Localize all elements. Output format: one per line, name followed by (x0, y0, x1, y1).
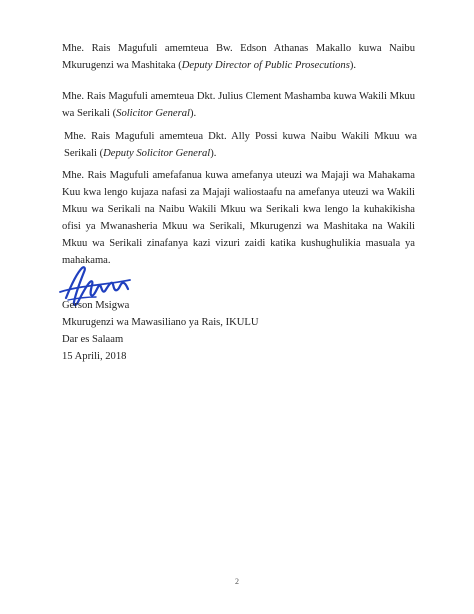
appointment-paragraph-deputy-dpp (62, 40, 415, 74)
position-title: Solicitor General (116, 108, 190, 119)
position-title: Deputy Director of Public Prosecutions (181, 60, 350, 71)
signature-block (62, 297, 422, 365)
paragraph-text: Mhe. Rais Magufuli amemteua Dkt. Ally Possi kuwa Naibu Wakili Mkuu wa Serikali ( (64, 131, 417, 159)
paragraph-text: Mhe. Rais Magufuli amemteua Dkt. Julius Clement Mashamba kuwa Wakili Mkuu wa Serikali ( (62, 91, 415, 119)
appointment-paragraph-deputy-solicitor-general (64, 128, 417, 162)
appointment-paragraph-solicitor-general (62, 88, 415, 122)
paragraph-text: Mhe. Rais Magufuli amemteua Bw. Edson Athanas Makallo kuwa Naibu Mkurugenzi wa Mashitaka ( (62, 43, 415, 71)
paragraph-text-end: ). (190, 108, 197, 119)
page-number: 2 (235, 577, 239, 586)
signatory-location: Dar es Salaam (62, 334, 124, 345)
signatory-date: 15 Aprili, 2018 (62, 351, 127, 362)
paragraph-text-end: ). (349, 60, 357, 71)
signatory-name: Gerson Msigwa (62, 300, 130, 311)
signatory-position: Mkurugenzi wa Mawasiliano ya Rais, IKULU (62, 317, 259, 328)
position-title: Deputy Solicitor General (103, 148, 211, 159)
explanation-paragraph: Mhe. Rais Magufuli amefafanua kuwa amefanya uteuzi wa Majaji wa Mahakama Kuu kwa lengo kujaza nafasi za Majaji waliostaafu na amefanya uteuzi wa Wakili Mkuu wa Serikali na Naibu Wakili Mkuu wa Serikali kwa lengo la kuhakikisha ofisi ya Mwanasheria Mkuu wa Serikali, Mkurugenzi wa Mashitaka na Wakili Mkuu wa Serikali zinafanya kazi vizuri zaidi katika kushughulikia masuala ya mahakama. (62, 170, 415, 266)
paragraph-text-end: ). (210, 148, 217, 159)
